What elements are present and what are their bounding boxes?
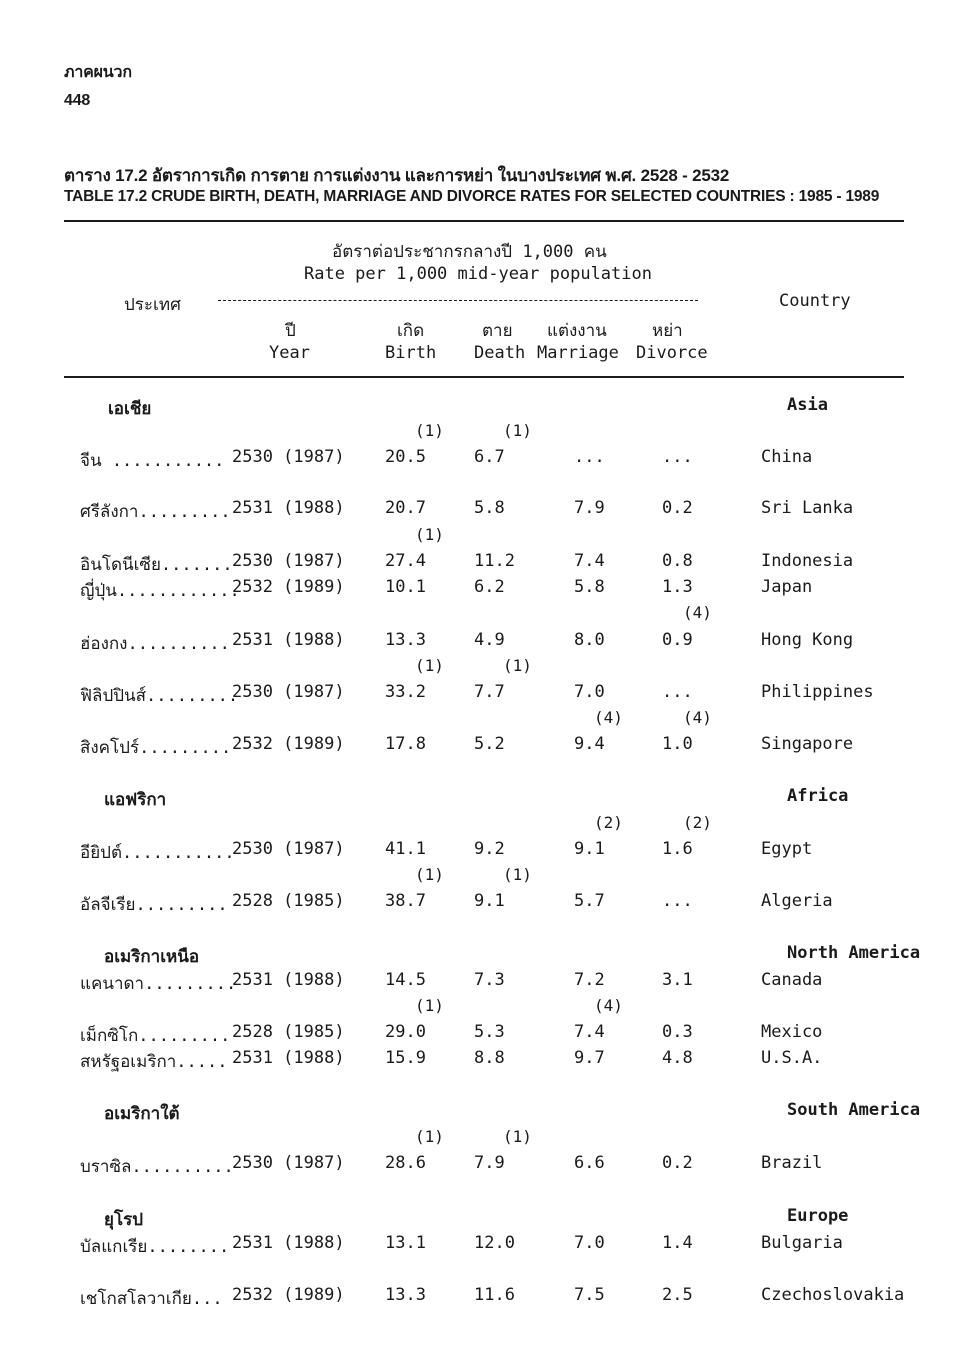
footnote-marker: (2) — [683, 813, 712, 832]
row-marriage: 9.1 — [574, 839, 605, 859]
row-birth: 20.5 — [385, 447, 426, 467]
row-death: 9.1 — [474, 891, 505, 911]
row-name-thai: จีน ........... — [80, 451, 225, 471]
rate-header-thai: อัตราต่อประชากรกลางปี 1,000 คน — [332, 242, 607, 262]
region-europe-thai: ยุโรป — [104, 1210, 144, 1230]
row-country: Algeria — [761, 891, 833, 911]
row-country: Czechoslovakia — [761, 1285, 905, 1305]
birth-header-thai: เกิด — [397, 321, 425, 341]
region-europe-english: Europe — [787, 1206, 849, 1226]
region-asia-english: Asia — [787, 395, 828, 415]
rate-header-english: Rate per 1,000 mid-year population — [304, 264, 652, 284]
row-name-thai: สิงคโปร์......... — [80, 738, 232, 758]
row-name-thai: อินโดนีเซีย....... — [80, 555, 233, 575]
row-divorce: 0.9 — [662, 630, 693, 650]
row-name-thai: ญี่ปุ่น............ — [80, 581, 240, 601]
row-year: 2530 (1987) — [232, 447, 345, 467]
row-divorce: 1.6 — [662, 839, 693, 859]
row-divorce: 3.1 — [662, 970, 693, 990]
row-divorce: 2.5 — [662, 1285, 693, 1305]
row-death: 5.3 — [474, 1022, 505, 1042]
row-marriage: 9.7 — [574, 1048, 605, 1068]
row-year: 2532 (1989) — [232, 734, 345, 754]
row-year: 2531 (1988) — [232, 1048, 345, 1068]
row-country: Hong Kong — [761, 630, 854, 650]
row-marriage: 7.0 — [574, 1233, 605, 1253]
header-bottom-rule — [64, 376, 904, 378]
row-divorce: ... — [662, 891, 693, 911]
row-death: 5.8 — [474, 498, 505, 518]
row-death: 7.7 — [474, 682, 505, 702]
row-country: Singapore — [761, 734, 854, 754]
row-year: 2532 (1989) — [232, 577, 345, 597]
row-birth: 17.8 — [385, 734, 426, 754]
row-marriage: 7.9 — [574, 498, 605, 518]
footnote-marker: (4) — [683, 708, 712, 727]
row-marriage: 9.4 — [574, 734, 605, 754]
row-country: Brazil — [761, 1153, 823, 1173]
year-header-english: Year — [269, 343, 310, 363]
row-death: 8.8 — [474, 1048, 505, 1068]
row-death: 6.7 — [474, 447, 505, 467]
row-marriage: 7.0 — [574, 682, 605, 702]
row-year: 2528 (1985) — [232, 1022, 345, 1042]
row-year: 2531 (1988) — [232, 970, 345, 990]
footnote-marker: (1) — [415, 996, 444, 1015]
row-birth: 15.9 — [385, 1048, 426, 1068]
table-caption-english: TABLE 17.2 CRUDE BIRTH, DEATH, MARRIAGE AND DIVORCE RATES FOR SELECTED COUNTRIES : 1985 - 1989 — [64, 188, 880, 205]
row-year: 2531 (1988) — [232, 498, 345, 518]
page-section-label: ภาคผนวก — [64, 64, 132, 81]
row-name-thai: บัลแกเรีย........ — [80, 1237, 230, 1257]
row-death: 11.2 — [474, 551, 515, 571]
footnote-marker: (4) — [594, 708, 623, 727]
row-marriage: 5.7 — [574, 891, 605, 911]
divorce-header-thai: หย่า — [652, 321, 683, 341]
row-birth: 13.3 — [385, 1285, 426, 1305]
row-marriage: 5.8 — [574, 577, 605, 597]
region-north-america-english: North America — [787, 943, 921, 963]
top-rule — [64, 220, 904, 222]
region-africa-thai: แอฟริกา — [104, 790, 167, 810]
row-death: 9.2 — [474, 839, 505, 859]
death-header-english: Death — [474, 343, 526, 363]
row-death: 7.9 — [474, 1153, 505, 1173]
row-name-thai: ฮ่องกง.......... — [80, 634, 230, 654]
row-birth: 13.3 — [385, 630, 426, 650]
row-name-thai: อัลจีเรีย......... — [80, 895, 228, 915]
death-header-thai: ตาย — [482, 321, 513, 341]
row-birth: 14.5 — [385, 970, 426, 990]
row-birth: 13.1 — [385, 1233, 426, 1253]
region-south-america-english: South America — [787, 1100, 921, 1120]
row-divorce: 0.2 — [662, 498, 693, 518]
row-name-thai: บราซิล.......... — [80, 1157, 234, 1177]
row-year: 2528 (1985) — [232, 891, 345, 911]
row-birth: 41.1 — [385, 839, 426, 859]
footnote-marker: (4) — [683, 603, 712, 622]
row-country: Indonesia — [761, 551, 854, 571]
row-birth: 27.4 — [385, 551, 426, 571]
row-marriage: ... — [574, 447, 605, 467]
row-birth: 28.6 — [385, 1153, 426, 1173]
row-country: U.S.A. — [761, 1048, 823, 1068]
row-marriage: 6.6 — [574, 1153, 605, 1173]
footnote-marker: (2) — [594, 813, 623, 832]
year-header-thai: ปี — [285, 321, 296, 341]
row-year: 2530 (1987) — [232, 551, 345, 571]
row-birth: 38.7 — [385, 891, 426, 911]
footnote-marker: (1) — [503, 656, 532, 675]
table-caption-thai: ตาราง 17.2 อัตราการเกิด การตาย การแต่งงาน และการหย่า ในบางประเทศ พ.ศ. 2528 - 2532 — [64, 166, 730, 185]
row-country: Japan — [761, 577, 813, 597]
row-year: 2530 (1987) — [232, 1153, 345, 1173]
row-death: 12.0 — [474, 1233, 515, 1253]
footnote-marker: (1) — [415, 1127, 444, 1146]
row-country: Sri Lanka — [761, 498, 854, 518]
row-marriage: 8.0 — [574, 630, 605, 650]
row-marriage: 7.2 — [574, 970, 605, 990]
row-marriage: 7.4 — [574, 1022, 605, 1042]
row-name-thai: เชโกสโลวาเกีย... — [80, 1289, 223, 1309]
footnote-marker: (1) — [503, 421, 532, 440]
country-header-english: Country — [779, 291, 851, 311]
region-north-america-thai: อเมริกาเหนือ — [104, 947, 200, 967]
region-africa-english: Africa — [787, 786, 849, 806]
marriage-header-thai: แต่งงาน — [547, 321, 607, 341]
row-divorce: 1.3 — [662, 577, 693, 597]
row-name-thai: เม็กซิโก......... — [80, 1026, 231, 1046]
row-country: Bulgaria — [761, 1233, 843, 1253]
footnote-marker: (1) — [415, 656, 444, 675]
header-divider — [218, 300, 698, 301]
footnote-marker: (4) — [594, 996, 623, 1015]
row-divorce: ... — [662, 447, 693, 467]
page-number: 448 — [64, 92, 91, 109]
row-country: Mexico — [761, 1022, 823, 1042]
row-country: Egypt — [761, 839, 813, 859]
row-death: 4.9 — [474, 630, 505, 650]
row-death: 5.2 — [474, 734, 505, 754]
row-birth: 20.7 — [385, 498, 426, 518]
row-birth: 29.0 — [385, 1022, 426, 1042]
region-south-america-thai: อเมริกาใต้ — [104, 1104, 180, 1124]
row-name-thai: อียิปต์........... — [80, 843, 235, 863]
row-year: 2532 (1989) — [232, 1285, 345, 1305]
row-divorce: 1.0 — [662, 734, 693, 754]
row-year: 2531 (1988) — [232, 630, 345, 650]
country-header-thai: ประเทศ — [124, 295, 181, 315]
row-year: 2531 (1988) — [232, 1233, 345, 1253]
row-year: 2530 (1987) — [232, 682, 345, 702]
row-divorce: 1.4 — [662, 1233, 693, 1253]
row-marriage: 7.4 — [574, 551, 605, 571]
footnote-marker: (1) — [503, 865, 532, 884]
footnote-marker: (1) — [415, 525, 444, 544]
row-name-thai: สหรัฐอเมริกา..... — [80, 1052, 228, 1072]
row-divorce: ... — [662, 682, 693, 702]
row-birth: 10.1 — [385, 577, 426, 597]
row-death: 6.2 — [474, 577, 505, 597]
row-divorce: 0.3 — [662, 1022, 693, 1042]
footnote-marker: (1) — [503, 1127, 532, 1146]
row-divorce: 0.2 — [662, 1153, 693, 1173]
birth-header-english: Birth — [385, 343, 437, 363]
row-birth: 33.2 — [385, 682, 426, 702]
row-country: China — [761, 447, 813, 467]
row-country: Canada — [761, 970, 823, 990]
row-divorce: 4.8 — [662, 1048, 693, 1068]
footnote-marker: (1) — [415, 421, 444, 440]
row-name-thai: ฟิลิปปินส์......... — [80, 686, 239, 706]
row-death: 11.6 — [474, 1285, 515, 1305]
region-asia-thai: เอเชีย — [108, 399, 152, 419]
row-divorce: 0.8 — [662, 551, 693, 571]
row-name-thai: ศรีลังกา......... — [80, 502, 231, 522]
footnote-marker: (1) — [415, 865, 444, 884]
row-name-thai: แคนาดา......... — [80, 974, 237, 994]
row-death: 7.3 — [474, 970, 505, 990]
marriage-header-english: Marriage — [537, 343, 619, 363]
row-country: Philippines — [761, 682, 874, 702]
row-marriage: 7.5 — [574, 1285, 605, 1305]
row-year: 2530 (1987) — [232, 839, 345, 859]
divorce-header-english: Divorce — [636, 343, 708, 363]
